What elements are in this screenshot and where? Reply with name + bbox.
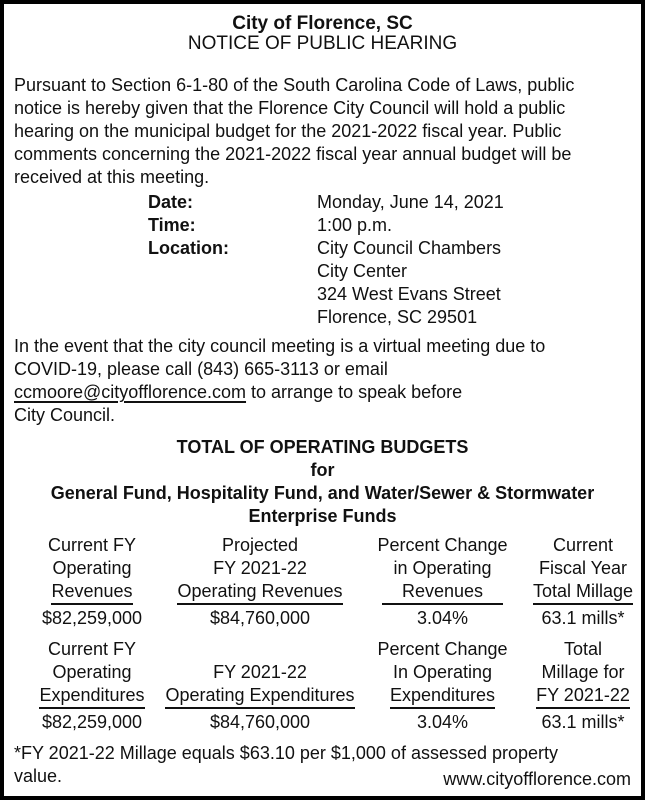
cell-value: $82,259,000 bbox=[41, 712, 143, 732]
budget-heading-line: Enterprise Funds bbox=[248, 506, 397, 526]
header-line-underlined: Expenditures bbox=[390, 684, 495, 709]
intro-paragraph bbox=[14, 74, 631, 189]
footnote-line: *FY 2021-22 Millage equals $63.10 per $1,000 of assessed property bbox=[14, 743, 559, 763]
column-header bbox=[39, 640, 144, 709]
cell-value: $84,760,000 bbox=[209, 712, 311, 732]
footnote-line: value. bbox=[14, 766, 63, 786]
column-header bbox=[533, 536, 633, 605]
header-line: FY 2021-22 bbox=[213, 558, 307, 578]
cell-value: 3.04% bbox=[416, 712, 469, 732]
revenues-current-fy-cell bbox=[14, 536, 170, 630]
header-line: Total bbox=[563, 639, 603, 659]
detail-row-time bbox=[148, 214, 631, 237]
header-line-underlined: Operating Revenues bbox=[177, 580, 342, 605]
cell-value: $84,760,000 bbox=[209, 608, 311, 628]
page-subtitle: NOTICE OF PUBLIC HEARING bbox=[187, 33, 458, 54]
empty-label bbox=[148, 260, 317, 283]
date-value: Monday, June 14, 2021 bbox=[317, 192, 504, 212]
header-line: Percent Change bbox=[377, 639, 508, 659]
covid-line-rest: to arrange to speak before bbox=[246, 382, 463, 402]
header-line-underlined: Expenditures bbox=[39, 684, 144, 709]
column-header bbox=[48, 536, 136, 605]
cell-value: 3.04% bbox=[416, 608, 469, 628]
time-value: 1:00 p.m. bbox=[317, 215, 393, 235]
detail-row-location-3 bbox=[148, 283, 631, 306]
column-header bbox=[177, 536, 342, 605]
covid-line bbox=[14, 381, 631, 404]
date-label: Date: bbox=[148, 192, 194, 212]
covid-line: City Council. bbox=[14, 405, 116, 425]
cell-value: $82,259,000 bbox=[41, 608, 143, 628]
empty-label bbox=[148, 306, 317, 329]
cell-value: 63.1 mills* bbox=[541, 608, 625, 628]
expenditures-fy-cell bbox=[165, 640, 355, 734]
header-line-underlined: Total Millage bbox=[533, 580, 633, 605]
column-header bbox=[377, 536, 507, 605]
header-line-underlined: Revenues bbox=[382, 580, 503, 605]
revenues-percent-change-cell bbox=[350, 536, 535, 630]
intro-line: received at this meeting. bbox=[14, 167, 210, 187]
header-line: Operating bbox=[52, 558, 132, 578]
budget-table-expenditures-row bbox=[14, 640, 631, 734]
covid-line: In the event that the city council meeting is a virtual meeting due to bbox=[14, 336, 546, 356]
detail-row-location-2 bbox=[148, 260, 631, 283]
website-url[interactable]: www.cityofflorence.com bbox=[443, 769, 631, 789]
cell-value: 63.1 mills* bbox=[541, 712, 625, 732]
intro-line: notice is hereby given that the Florence City Council will hold a public bbox=[14, 98, 566, 118]
header-line: Millage for bbox=[541, 662, 625, 682]
location-label: Location: bbox=[148, 238, 229, 258]
detail-row-date bbox=[148, 191, 631, 214]
budget-heading-line: for bbox=[310, 460, 335, 480]
column-header bbox=[377, 640, 507, 709]
budget-heading-line: General Fund, Hospitality Fund, and Water/Sewer & Stormwater bbox=[50, 483, 595, 503]
detail-row-location bbox=[148, 237, 631, 260]
expenditures-percent-change-cell bbox=[350, 640, 535, 734]
intro-line: comments concerning the 2021-2022 fiscal year annual budget will be bbox=[14, 144, 572, 164]
budget-table-revenues-row bbox=[14, 535, 634, 630]
empty-label bbox=[148, 283, 317, 306]
revenues-projected-cell bbox=[170, 536, 350, 630]
header-line: FY 2021-22 bbox=[213, 662, 307, 682]
page-title: City of Florence, SC bbox=[232, 13, 413, 34]
budget-heading-line: TOTAL OF OPERATING BUDGETS bbox=[176, 437, 469, 457]
revenues-millage-cell bbox=[532, 535, 634, 630]
covid-line: COVID-19, please call (843) 665-3113 or email bbox=[14, 359, 388, 379]
intro-line: hearing on the municipal budget for the 2021-2022 fiscal year. Public bbox=[14, 121, 562, 141]
location-value: City Council Chambers bbox=[317, 238, 502, 258]
header-line: in Operating bbox=[393, 558, 492, 578]
header-line-underlined: Revenues bbox=[51, 580, 132, 605]
location-value-2: City Center bbox=[317, 261, 408, 281]
column-header bbox=[536, 640, 630, 709]
email-link[interactable]: ccmoore@cityofflorence.com bbox=[14, 382, 247, 402]
expenditures-millage-cell bbox=[535, 640, 631, 734]
location-value-4: Florence, SC 29501 bbox=[317, 307, 478, 327]
hearing-details bbox=[148, 191, 631, 329]
location-value-3: 324 West Evans Street bbox=[317, 284, 501, 304]
column-header bbox=[165, 640, 354, 709]
header-line: Current bbox=[552, 535, 614, 555]
header-line: Current FY bbox=[47, 639, 136, 659]
expenditures-current-fy-cell bbox=[14, 640, 170, 734]
header-line: Projected bbox=[221, 535, 299, 555]
header-line: Percent Change bbox=[377, 535, 508, 555]
header-line: Operating bbox=[52, 662, 132, 682]
header-line: Current FY bbox=[47, 535, 137, 555]
header-line-underlined: FY 2021-22 bbox=[536, 684, 630, 709]
intro-line: Pursuant to Section 6-1-80 of the South Carolina Code of Laws, public bbox=[14, 75, 575, 95]
header-line: Fiscal Year bbox=[538, 558, 628, 578]
detail-row-location-4 bbox=[148, 306, 631, 329]
time-label: Time: bbox=[148, 215, 196, 235]
budget-heading bbox=[14, 436, 631, 528]
header-line: In Operating bbox=[392, 662, 493, 682]
covid-paragraph bbox=[14, 335, 631, 427]
header-line-underlined: Operating Expenditures bbox=[165, 684, 354, 709]
